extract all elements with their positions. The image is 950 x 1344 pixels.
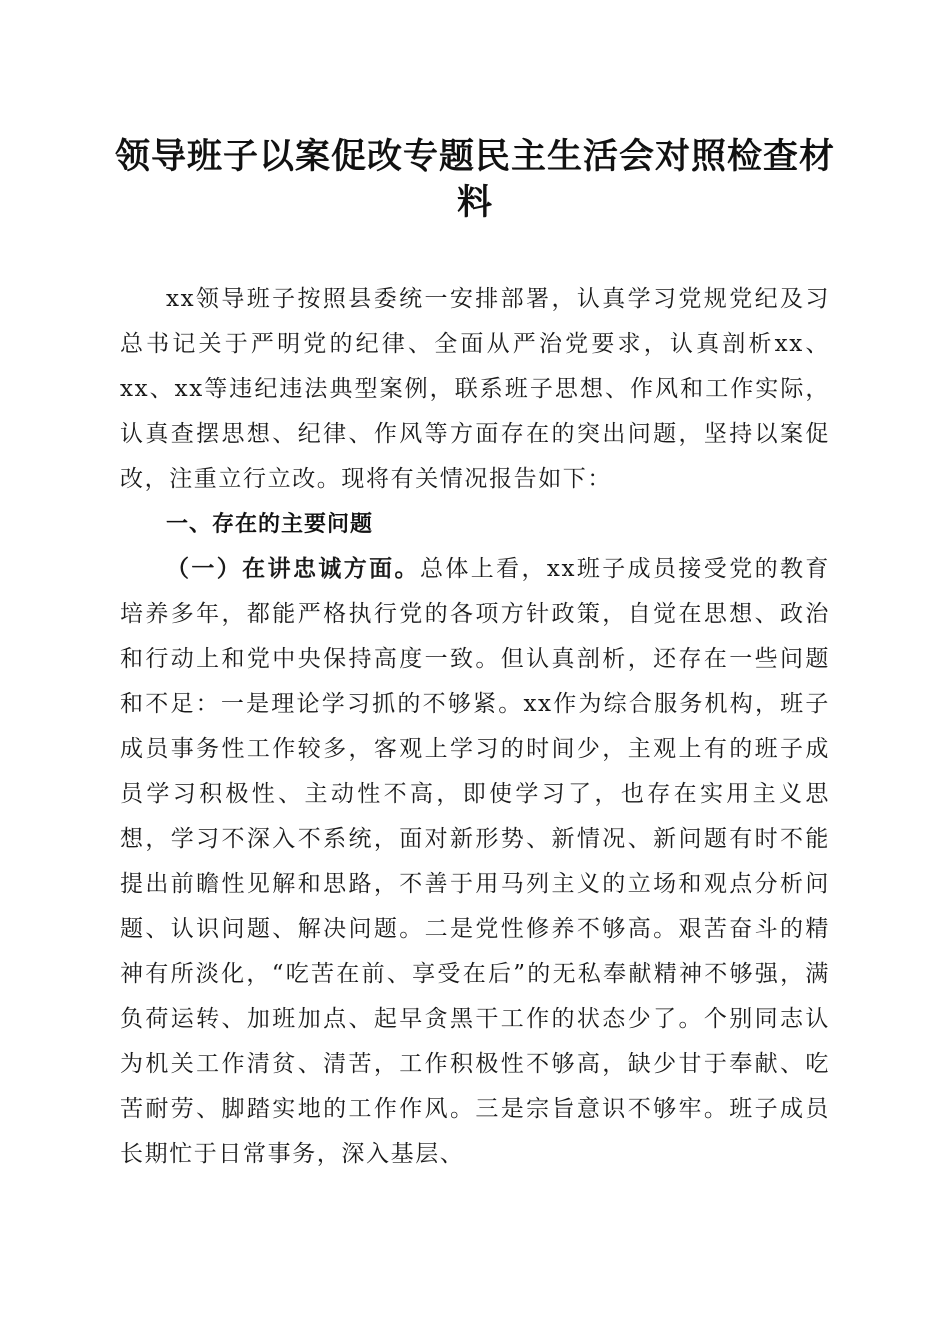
document-body — [120, 277, 830, 1177]
intro-paragraph: xx领导班子按照县委统一安排部署，认真学习党规党纪及习总书记关于严明党的纪律、全面从严治党要求，认真剖析xx、xx、xx等违纪违法典型案例，联系班子思想、作风和工作实际，认真查摆思想、纪律、作风等方面存在的突出问题，坚持以案促改，注重立行立改。现将有关情况报告如下： — [120, 286, 830, 492]
loyalty-paragraph — [120, 547, 830, 1177]
subsection-label-loyalty: （一）在讲忠诚方面。 — [166, 556, 420, 582]
subsection-text-loyalty: 总体上看，xx班子成员接受党的教育培养多年，都能严格执行党的各项方针政策，自觉在思想、政治和行动上和党中央保持高度一致。但认真剖析，还存在一些问题和不足：一是理论学习抓的不够紧。xx作为综合服务机构，班子成员事务性工作较多，客观上学习的时间少，主观上有的班子成员学习积极性、主动性不高，即使学习了，也存在实用主义思想，学习不深入不系统，面对新形势、新情况、新问题有时不能提出前瞻性见解和思路，不善于用马列主义的立场和观点分析问题、认识问题、解决问题。二是党性修养不够高。艰苦奋斗的精神有所淡化，“吃苦在前、享受在后”的无私奉献精神不够强，满负荷运转、加班加点、起早贪黑干工作的状态少了。个别同志认为机关工作清贫、清苦，工作积极性不够高，缺少甘于奉献、吃苦耐劳、脚踏实地的工作作风。三是宗旨意识不够牢。班子成员长期忙于日常事务，深入基层、 — [120, 556, 830, 1167]
document-title: 领导班子以案促改专题民主生活会对照检查材料 — [114, 136, 835, 223]
section-heading-main-problems: 一、存在的主要问题 — [166, 512, 374, 537]
